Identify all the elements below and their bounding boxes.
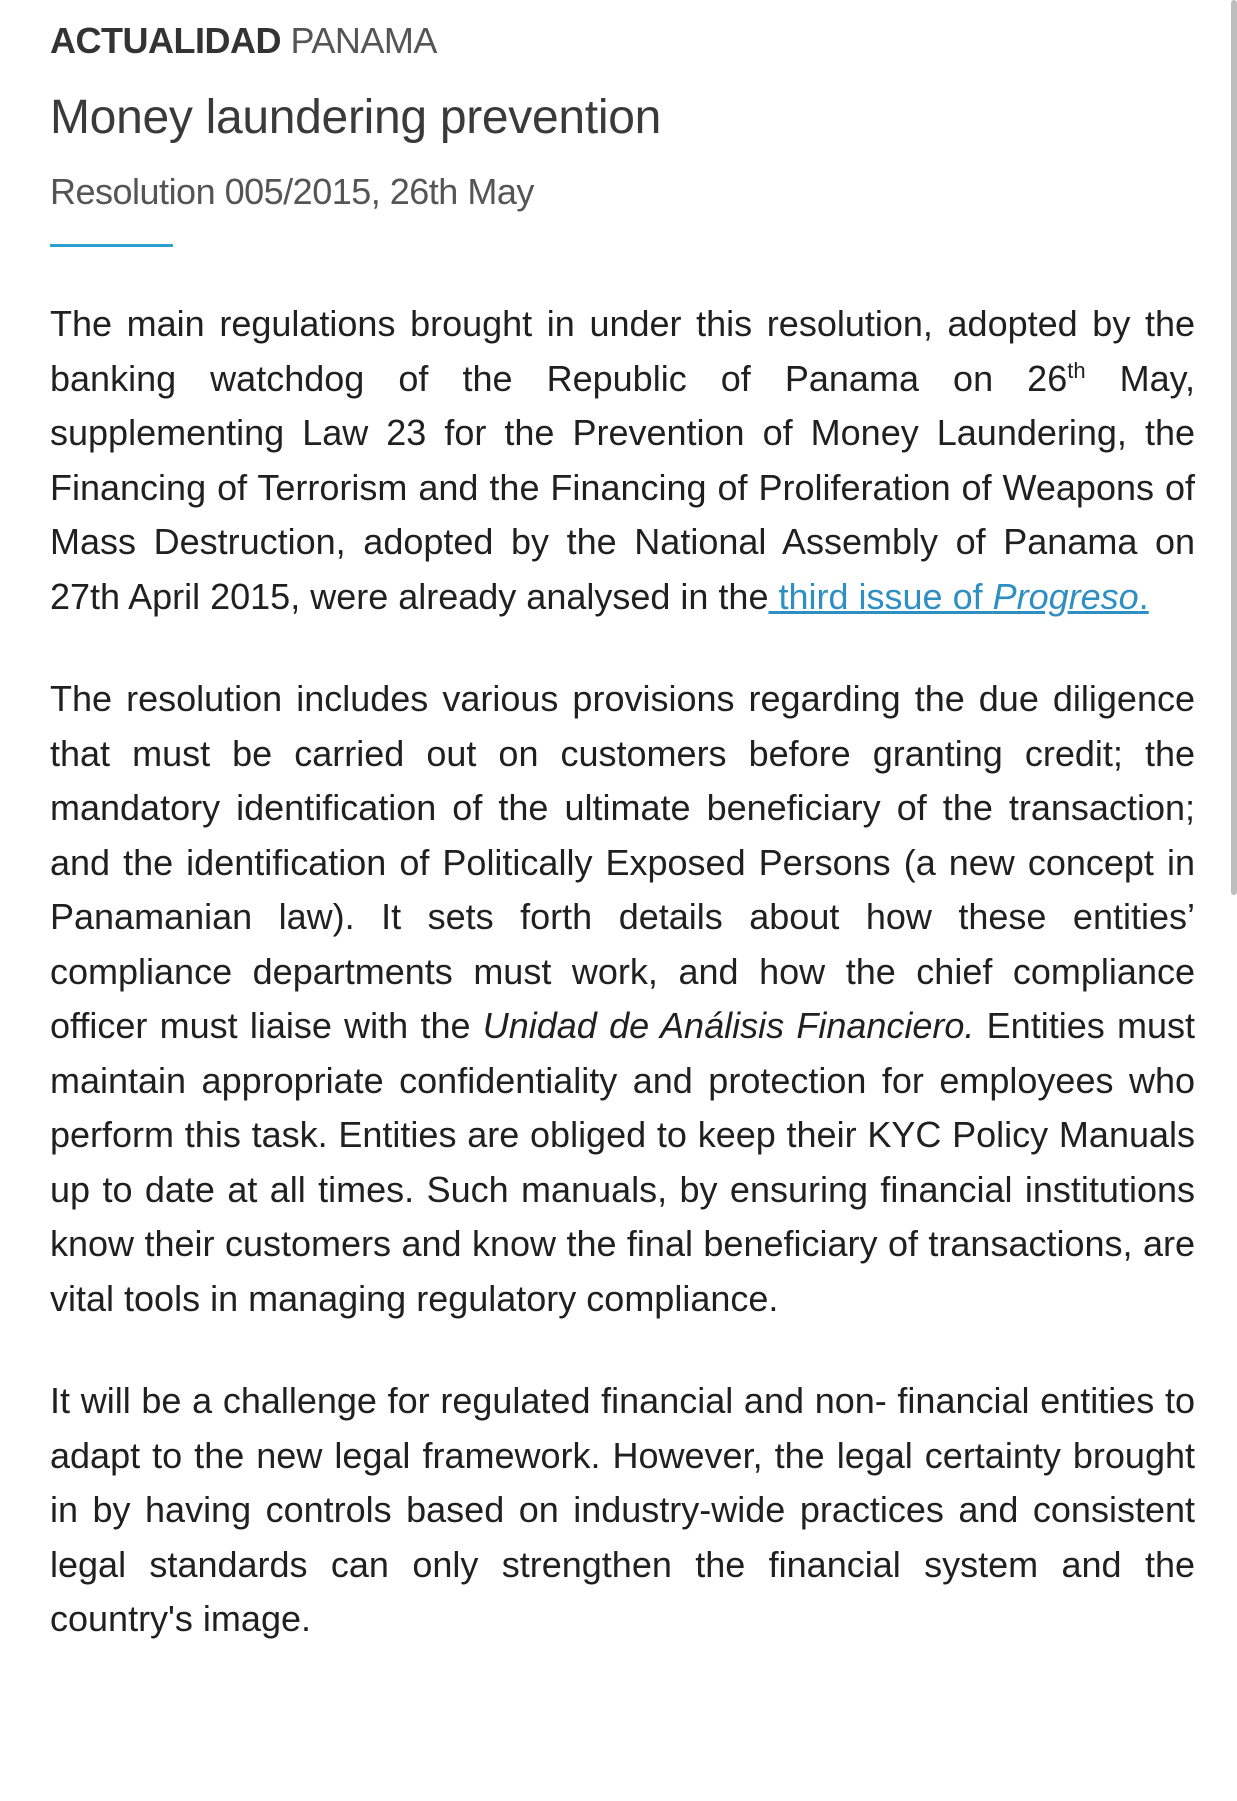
kicker-light: PANAMA (290, 20, 437, 61)
link-italic: Progreso (992, 575, 1139, 617)
paragraph-2-text-a: The resolution includes various provisions regarding the due diligence that must be carried out on customers before granting credit; the mandatory identification of the ultimate beneficiary of the transaction; and the identification of Politically Exposed Persons (a new concept in Panamanian law). It sets forth details about how these entities’ compliance departments must work, and how the chief compliance officer must liaise with the (50, 678, 1195, 1046)
paragraph-2-italic: Unidad de Análisis Financiero. (482, 1005, 975, 1046)
paragraph-3: It will be a challenge for regulated financial and non- financial entities to adapt to the new legal framework. However, the legal certainty brought in by having controls based on industry-wide practices and consistent legal standards can only strengthen the financial system and the country's image. (50, 1380, 1195, 1639)
link-text: third issue of (768, 575, 993, 617)
third-issue-link[interactable] (768, 576, 1148, 617)
ordinal-suffix: th (1067, 357, 1086, 383)
accent-divider (50, 244, 173, 247)
scrollbar[interactable] (1231, 0, 1237, 895)
link-end: . (1138, 575, 1149, 617)
article-container (50, 18, 1195, 1647)
paragraph-2-text-b: Entities must maintain appropriate confidentiality and protection for employees who perform this task. Entities are obliged to keep their KYC Policy Manuals up to date at all times. Such manuals, by ensuring financial institutions know their customers and know the final beneficiary of transactions, are vital tools in managing regulatory compliance. (50, 1005, 1195, 1319)
paragraph-2 (50, 672, 1195, 1326)
page-subtitle: Resolution 005/2015, 26th May (50, 171, 534, 212)
kicker-bold: ACTUALIDAD (50, 20, 281, 61)
paragraph-1-text-b: May, supplementing Law 23 for the Prevention of Money Laundering, the Financing of Terrorism and the Financing of Proliferation of Weapons of Mass Destruction, adopted by the National Assembly of Panama on 27th April 2015, were already analysed in the (50, 357, 1195, 617)
paragraph-1-text-a: The main regulations brought in under this resolution, adopted by the banking watchdog of the Republic of Panama on 26 (50, 303, 1195, 399)
section-kicker (50, 18, 1195, 64)
page-title: Money laundering prevention (50, 91, 661, 144)
paragraph-1 (50, 297, 1195, 624)
